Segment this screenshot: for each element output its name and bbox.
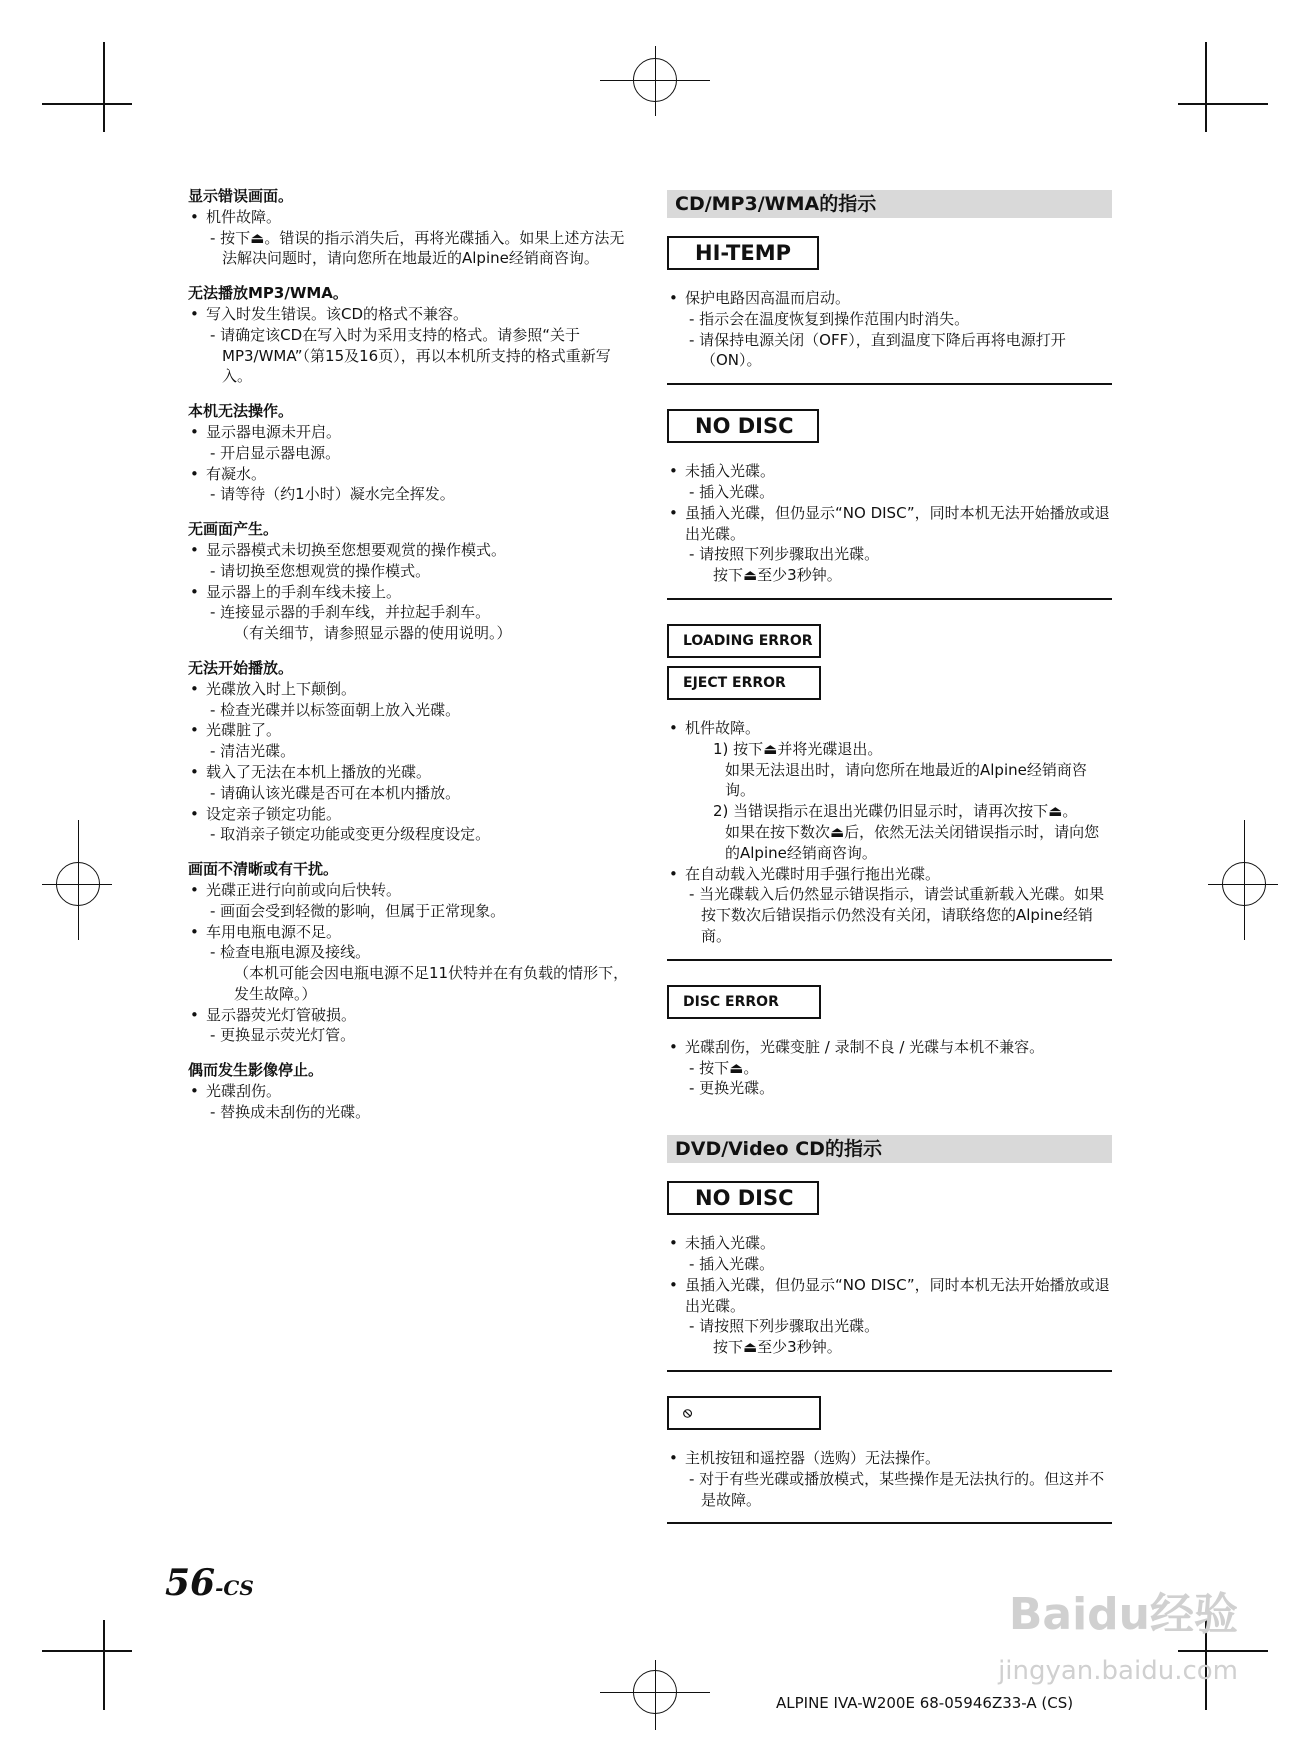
bullet-item: • 机件故障。: [667, 718, 1112, 739]
indicator-box-row: [667, 985, 1112, 1037]
detail-line: - 请切换至您想观赏的操作模式。: [210, 561, 431, 580]
indicator-box-row: [667, 409, 1112, 461]
detail-line: - 请按照下列步骤取出光碟。: [689, 1317, 880, 1336]
detail-line: - 连接显示器的手刹车线，并拉起手刹车。: [210, 603, 491, 622]
indicator-box: EJECT ERROR: [667, 666, 821, 700]
indicator-entry: [667, 1181, 1112, 1372]
troubleshoot-section: [188, 859, 633, 1046]
detail-line: - 插入光碟。: [689, 1254, 775, 1273]
detail-line: - 按下⏏。: [689, 1058, 759, 1077]
footer-code: ALPINE IVA-W200E 68-05946Z33-A (CS): [776, 1694, 1074, 1712]
dvd-indicator-heading: DVD/Video CD的指示: [667, 1135, 1112, 1163]
detail-line: - 请等待（约1小时）凝水完全挥发。: [210, 485, 455, 504]
bullet-item: • 显示器荧光灯管破损。: [188, 1005, 633, 1026]
detail-line: - 开启显示器电源。: [210, 443, 341, 462]
section-title: 本机无法操作。: [188, 402, 294, 421]
detail-line: - 插入光碟。: [689, 482, 775, 501]
bullet-item: • 虽插入光碟，但仍显示“NO DISC”，同时本机无法开始播放或退出光碟。: [667, 1275, 1112, 1317]
detail-line: 按下⏏至少3秒钟。: [713, 566, 842, 585]
bullet-item: • 在自动载入光碟时用手强行拖出光碟。: [667, 864, 1112, 885]
bullet-item: • 显示器电源未开启。: [188, 422, 633, 443]
detail-line: - 请按照下列步骤取出光碟。: [689, 545, 880, 564]
detail-line: 如果无法退出时，请向您所在地最近的Alpine经销商咨询。: [725, 760, 1087, 800]
detail-line: 2) 当错误指示在退出光碟仍旧显示时，请再次按下⏏。: [713, 802, 1078, 821]
indicator-box-row: [667, 624, 1112, 666]
bullet-item: • 未插入光碟。: [667, 461, 1112, 482]
bullet-item: • 光碟刮伤，光碟变脏 / 录制不良 / 光碟与本机不兼容。: [667, 1037, 1112, 1058]
bullet-item: • 未插入光碟。: [667, 1233, 1112, 1254]
indicator-box: DISC ERROR: [667, 985, 821, 1019]
detail-line: - 指示会在温度恢复到操作范围内时消失。: [689, 309, 970, 328]
detail-line: 按下⏏至少3秒钟。: [713, 1338, 842, 1357]
troubleshoot-section: [188, 658, 633, 845]
detail-line: - 请保持电源关闭（OFF），直到温度下降后再将电源打开（ON）。: [689, 330, 1066, 370]
bullet-item: • 主机按钮和遥控器（选购）无法操作。: [667, 1448, 1112, 1469]
troubleshoot-section: [188, 283, 633, 387]
watermark-url: jingyan.baidu.com: [998, 1656, 1238, 1686]
detail-line: - 取消亲子锁定功能或变更分级程度设定。: [210, 825, 491, 844]
detail-line: - 替换成未刮伤的光碟。: [210, 1102, 371, 1121]
bullet-item: • 载入了无法在本机上播放的光碟。: [188, 762, 633, 783]
indicator-box: NO DISC: [667, 409, 819, 443]
indicator-entry: [667, 409, 1112, 600]
detail-line: - 更换光碟。: [689, 1079, 775, 1098]
bullet-item: • 光碟刮伤。: [188, 1081, 633, 1102]
bullet-item: • 写入时发生错误。该CD的格式不兼容。: [188, 304, 633, 325]
troubleshoot-section: [188, 519, 633, 644]
detail-line: - 更换显示荧光灯管。: [210, 1026, 356, 1045]
dvd-indicator-list: [667, 1181, 1112, 1524]
detail-line: 1) 按下⏏并将光碟退出。: [713, 739, 883, 758]
section-title: 偶而发生影像停止。: [188, 1061, 324, 1080]
bullet-item: • 车用电瓶电源不足。: [188, 922, 633, 943]
section-title: 显示错误画面。: [188, 187, 294, 205]
indicator-box: NO DISC: [667, 1181, 819, 1215]
watermark: Baidu经验: [1008, 1589, 1238, 1640]
detail-line: （本机可能会因电瓶电源不足11伏特并在有负载的情形下，发生故障。）: [234, 964, 629, 1003]
troubleshoot-section: [188, 1060, 633, 1122]
cd-indicator-heading: CD/MP3/WMA的指示: [667, 190, 1112, 218]
detail-line: - 清洁光碟。: [210, 742, 296, 761]
bullet-item: • 保护电路因高温而启动。: [667, 288, 1112, 309]
page-number: 56-CS: [165, 1562, 254, 1604]
indicator-entry: [667, 624, 1112, 961]
bullet-item: • 光碟放入时上下颠倒。: [188, 679, 633, 700]
indicator-box-row: [667, 666, 1112, 718]
detail-line: 如果在按下数次⏏后，依然无法关闭错误指示时，请向您的Alpine经销商咨询。: [725, 822, 1100, 862]
detail-line: （有关细节，请参照显示器的使用说明。）: [234, 624, 512, 643]
section-title: 无法播放MP3/WMA。: [188, 284, 348, 303]
troubleshoot-section: [188, 186, 633, 269]
section-title: 无画面产生。: [188, 520, 279, 539]
detail-line: - 检查电瓶电源及接线。: [210, 943, 371, 962]
indicator-entry: [667, 236, 1112, 385]
indicator-entry: [667, 985, 1112, 1111]
indicator-box-row: [667, 1396, 1112, 1448]
indicator-box-row: [667, 236, 1112, 288]
indicator-box: HI-TEMP: [667, 236, 819, 270]
bullet-item: • 光碟脏了。: [188, 720, 633, 741]
troubleshooting-column: [188, 186, 633, 1137]
troubleshoot-section: [188, 401, 633, 505]
bullet-item: • 显示器模式未切换至您想要观赏的操作模式。: [188, 540, 633, 561]
bullet-item: • 机件故障。: [188, 207, 633, 228]
indicator-column: [667, 190, 1112, 1548]
indicator-box: LOADING ERROR: [667, 624, 821, 658]
bullet-item: • 虽插入光碟，但仍显示“NO DISC”，同时本机无法开始播放或退出光碟。: [667, 503, 1112, 545]
detail-line: - 对于有些光碟或播放模式，某些操作是无法执行的。但这并不是故障。: [689, 1469, 1105, 1509]
detail-line: - 请确认该光碟是否可在本机内播放。: [210, 783, 461, 802]
indicator-entry: [667, 1396, 1112, 1524]
bullet-item: • 显示器上的手刹车线未接上。: [188, 582, 633, 603]
detail-line: - 当光碟载入后仍然显示错误指示，请尝试重新载入光碟。如果按下数次后错误指示仍然没有关闭，请联络您的Alpine经销商。: [689, 885, 1105, 945]
bullet-item: • 设定亲子锁定功能。: [188, 804, 633, 825]
detail-line: - 按下⏏。错误的指示消失后，再将光碟插入。如果上述方法无法解决问题时，请向您所在地最近的Alpine经销商咨询。: [210, 228, 625, 268]
indicator-box-row: [667, 1181, 1112, 1233]
bullet-item: • 有凝水。: [188, 464, 633, 485]
indicator-box: ⦸: [667, 1396, 821, 1430]
detail-line: - 请确定该CD在写入时为采用支持的格式。请参照“关于MP3/WMA”（第15及16页），再以本机所支持的格式重新写入。: [210, 325, 611, 386]
detail-line: - 检查光碟并以标签面朝上放入光碟。: [210, 700, 461, 719]
detail-line: - 画面会受到轻微的影响，但属于正常现象。: [210, 901, 506, 920]
section-title: 无法开始播放。: [188, 658, 294, 677]
cd-indicator-list: [667, 236, 1112, 1111]
section-title: 画面不清晰或有干扰。: [188, 860, 339, 879]
bullet-item: • 光碟正进行向前或向后快转。: [188, 880, 633, 901]
